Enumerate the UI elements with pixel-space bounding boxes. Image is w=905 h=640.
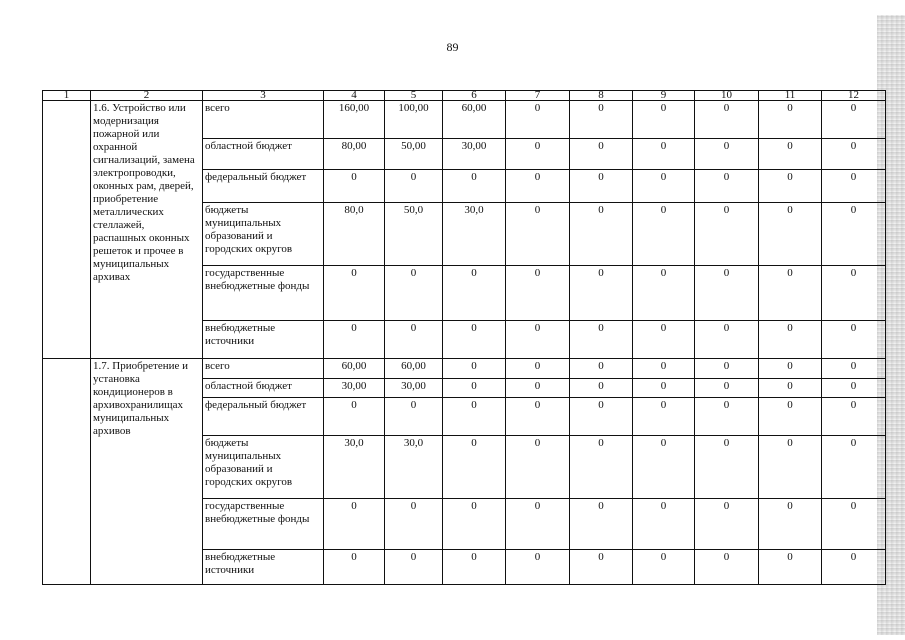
amount-cell: 0 [759, 436, 822, 499]
amount-cell: 0 [695, 266, 759, 321]
column-number-cell: 12 [822, 91, 886, 101]
budget-table [42, 90, 886, 585]
amount-cell: 60,00 [324, 359, 385, 379]
amount-cell: 0 [506, 398, 570, 436]
amount-cell: 0 [822, 170, 886, 203]
amount-cell: 0 [506, 139, 570, 170]
amount-cell: 0 [633, 203, 695, 266]
amount-cell: 0 [385, 266, 443, 321]
amount-cell: 0 [385, 321, 443, 359]
amount-cell: 0 [570, 170, 633, 203]
funding-source-cell: областной бюджет [203, 139, 324, 170]
amount-cell: 0 [759, 203, 822, 266]
column-number-cell: 2 [91, 91, 203, 101]
amount-cell: 0 [633, 398, 695, 436]
amount-cell: 0 [822, 359, 886, 379]
column-number-cell: 10 [695, 91, 759, 101]
amount-cell: 0 [443, 398, 506, 436]
amount-cell: 0 [443, 321, 506, 359]
amount-cell: 0 [506, 170, 570, 203]
column-number-cell: 8 [570, 91, 633, 101]
activity-description-cell: 1.6. Устройство или модернизация пожарной или охранной сигнализаций, замена электропроводки, оконных рам, дверей, приобретение металлических стеллажей, распашных оконных решеток и прочее в муниципальных архивах [91, 101, 203, 359]
amount-cell: 0 [822, 398, 886, 436]
amount-cell: 0 [633, 321, 695, 359]
amount-cell: 30,0 [324, 436, 385, 499]
amount-cell: 0 [570, 203, 633, 266]
amount-cell: 0 [506, 550, 570, 585]
amount-cell: 100,00 [385, 101, 443, 139]
amount-cell: 0 [759, 379, 822, 398]
amount-cell: 30,00 [443, 139, 506, 170]
column-number-cell: 5 [385, 91, 443, 101]
amount-cell: 0 [633, 499, 695, 550]
row-number-cell [43, 101, 91, 359]
amount-cell: 50,0 [385, 203, 443, 266]
amount-cell: 0 [324, 321, 385, 359]
funding-source-cell: государственные внебюджетные фонды [203, 499, 324, 550]
amount-cell: 0 [759, 266, 822, 321]
amount-cell: 0 [570, 436, 633, 499]
amount-cell: 0 [506, 203, 570, 266]
amount-cell: 0 [570, 499, 633, 550]
column-number-cell: 9 [633, 91, 695, 101]
amount-cell: 0 [443, 170, 506, 203]
amount-cell: 0 [633, 170, 695, 203]
funding-source-cell: областной бюджет [203, 379, 324, 398]
amount-cell: 0 [695, 499, 759, 550]
row-number-cell [43, 359, 91, 585]
amount-cell: 0 [443, 550, 506, 585]
amount-cell: 0 [633, 101, 695, 139]
amount-cell: 0 [759, 321, 822, 359]
amount-cell: 0 [324, 170, 385, 203]
amount-cell: 0 [695, 170, 759, 203]
amount-cell: 0 [506, 499, 570, 550]
amount-cell: 0 [570, 101, 633, 139]
amount-cell: 0 [385, 170, 443, 203]
funding-source-cell: внебюджетные источники [203, 550, 324, 585]
amount-cell: 0 [695, 321, 759, 359]
amount-cell: 0 [822, 499, 886, 550]
funding-source-cell: федеральный бюджет [203, 398, 324, 436]
funding-source-cell: всего [203, 359, 324, 379]
activity-description-cell: 1.7. Приобретение и установка кондиционеров в архивохранилищах муниципальных архивов [91, 359, 203, 585]
amount-cell: 0 [385, 499, 443, 550]
funding-source-cell: государственные внебюджетные фонды [203, 266, 324, 321]
amount-cell: 0 [506, 266, 570, 321]
amount-cell: 0 [695, 139, 759, 170]
amount-cell: 0 [759, 170, 822, 203]
amount-cell: 0 [633, 266, 695, 321]
column-number-cell: 11 [759, 91, 822, 101]
amount-cell: 0 [633, 436, 695, 499]
funding-source-cell: бюджеты муниципальных образований и городских округов [203, 436, 324, 499]
amount-cell: 0 [506, 436, 570, 499]
amount-cell: 0 [385, 398, 443, 436]
amount-cell: 0 [822, 139, 886, 170]
amount-cell: 0 [633, 550, 695, 585]
amount-cell: 0 [443, 436, 506, 499]
amount-cell: 30,0 [385, 436, 443, 499]
amount-cell: 0 [324, 550, 385, 585]
amount-cell: 0 [759, 139, 822, 170]
amount-cell: 30,00 [324, 379, 385, 398]
amount-cell: 0 [506, 359, 570, 379]
amount-cell: 0 [695, 203, 759, 266]
amount-cell: 0 [822, 101, 886, 139]
amount-cell: 0 [822, 321, 886, 359]
amount-cell: 0 [324, 266, 385, 321]
column-number-cell: 6 [443, 91, 506, 101]
funding-source-cell: федеральный бюджет [203, 170, 324, 203]
amount-cell: 0 [570, 359, 633, 379]
amount-cell: 80,0 [324, 203, 385, 266]
amount-cell: 0 [695, 436, 759, 499]
amount-cell: 0 [822, 436, 886, 499]
amount-cell: 0 [385, 550, 443, 585]
amount-cell: 30,0 [443, 203, 506, 266]
amount-cell: 60,00 [443, 101, 506, 139]
amount-cell: 30,00 [385, 379, 443, 398]
amount-cell: 0 [695, 101, 759, 139]
page-number: 89 [446, 40, 459, 54]
amount-cell: 0 [324, 398, 385, 436]
amount-cell: 160,00 [324, 101, 385, 139]
amount-cell: 0 [759, 359, 822, 379]
amount-cell: 0 [570, 321, 633, 359]
amount-cell: 80,00 [324, 139, 385, 170]
amount-cell: 0 [633, 359, 695, 379]
amount-cell: 0 [570, 398, 633, 436]
amount-cell: 0 [759, 398, 822, 436]
amount-cell: 0 [759, 550, 822, 585]
column-number-cell: 3 [203, 91, 324, 101]
amount-cell: 0 [695, 359, 759, 379]
amount-cell: 50,00 [385, 139, 443, 170]
amount-cell: 0 [695, 379, 759, 398]
amount-cell: 0 [443, 379, 506, 398]
column-number-cell: 4 [324, 91, 385, 101]
amount-cell: 0 [759, 101, 822, 139]
amount-cell: 0 [822, 266, 886, 321]
funding-source-cell: бюджеты муниципальных образований и городских округов [203, 203, 324, 266]
amount-cell: 0 [822, 550, 886, 585]
amount-cell: 0 [506, 321, 570, 359]
amount-cell: 0 [570, 379, 633, 398]
amount-cell: 0 [633, 139, 695, 170]
column-number-cell: 1 [43, 91, 91, 101]
amount-cell: 0 [506, 379, 570, 398]
amount-cell: 0 [443, 266, 506, 321]
column-number-cell: 7 [506, 91, 570, 101]
amount-cell: 60,00 [385, 359, 443, 379]
amount-cell: 0 [695, 398, 759, 436]
amount-cell: 0 [324, 499, 385, 550]
amount-cell: 0 [759, 499, 822, 550]
amount-cell: 0 [570, 550, 633, 585]
amount-cell: 0 [506, 101, 570, 139]
amount-cell: 0 [822, 379, 886, 398]
funding-source-cell: всего [203, 101, 324, 139]
amount-cell: 0 [695, 550, 759, 585]
amount-cell: 0 [822, 203, 886, 266]
amount-cell: 0 [570, 266, 633, 321]
amount-cell: 0 [443, 359, 506, 379]
funding-source-cell: внебюджетные источники [203, 321, 324, 359]
amount-cell: 0 [443, 499, 506, 550]
column-number-row [43, 91, 886, 101]
amount-cell: 0 [570, 139, 633, 170]
table-row [43, 101, 886, 139]
table-row [43, 359, 886, 379]
amount-cell: 0 [633, 379, 695, 398]
